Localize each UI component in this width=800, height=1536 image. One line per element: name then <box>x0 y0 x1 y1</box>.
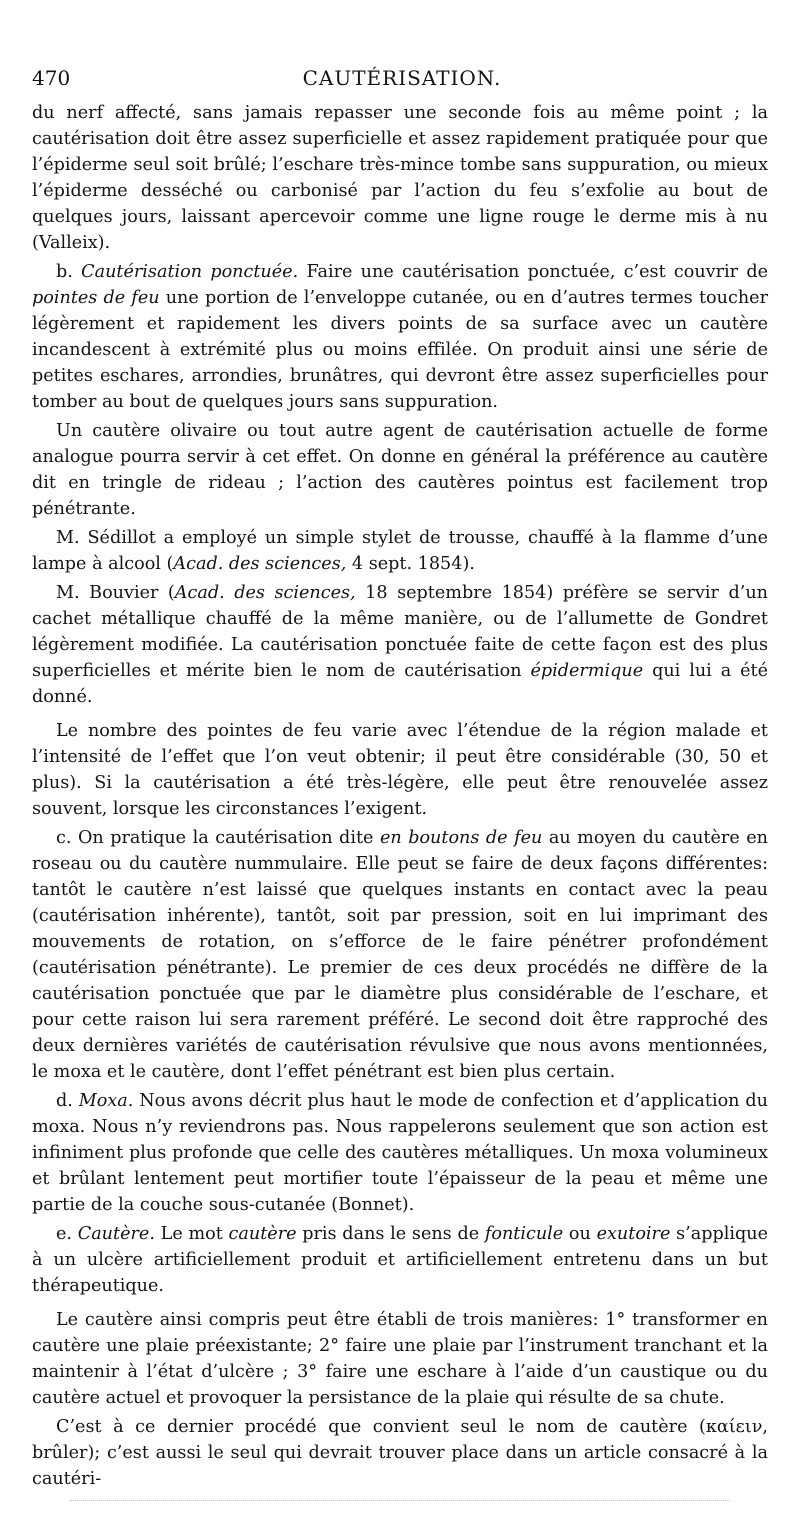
text-run: b. <box>56 262 82 282</box>
page-header <box>32 66 772 96</box>
italic-text: pointes de feu <box>32 288 160 308</box>
paragraph: Le nombre des pointes de feu varie avec l’étendue de la région malade et l’intensité de l’effet que l’on veut obtenir; il peut être considérable (30, 50 et plus). Si la cautérisation a été très-légère, elle peut être renouvelée assez souvent, lorsque les circonstances l’exigent. <box>32 721 768 819</box>
text-run: Nous avons décrit plus haut le mode de confection et d’application du moxa. Nous n’y reviendrons pas. Nous rappelerons seulement que son action est infiniment plus profonde que celle des cautères métalliques. Un moxa volumineux et brûlant lentement peut mortifier toute l’épaisseur de la peau et même une partie de la couche sous-cutanée (Bonnet). <box>32 1091 768 1215</box>
italic-text: en boutons de feu <box>379 828 543 848</box>
italic-text: exutoire <box>596 1224 671 1244</box>
paragraph <box>32 825 768 1085</box>
paragraph: du nerf affecté, sans jamais repasser une seconde fois au même point ; la cautérisation doit être assez superficielle et assez rapidement pratiquée pour que l’épiderme seul soit brûlé; l’eschare très-mince tombe sans suppuration, ou mieux l’épiderme desséché ou carbonisé par l’action du feu s’exfolie au bout de quelques jours, laissant apercevoir comme une ligne rouge le derme mis à nu (Valleix). <box>32 103 768 253</box>
text-run: 18 septembre 1854) préfère se servir d’un cachet métallique chauffé de la même manière, ou de l’allumette de Gondret légèrement modifiée. La cautérisation ponctuée faite de cette façon est des plus superficielles et mérite bien le nom de cautérisation <box>32 583 768 681</box>
text-run: Le mot <box>154 1224 229 1244</box>
paragraph <box>32 525 768 577</box>
text-run: M. Bouvier ( <box>56 583 175 603</box>
italic-text: cautère <box>228 1224 297 1244</box>
paragraph <box>32 1088 768 1218</box>
italic-text: Acad. des sciences, <box>173 554 347 574</box>
running-title: CAUTÉRISATION. <box>302 66 502 90</box>
italic-text: Cautérisation ponctuée. <box>81 262 299 282</box>
text-body <box>32 100 768 1495</box>
text-run: qui lui a été donné. <box>32 661 768 707</box>
footer-rule <box>70 1500 730 1501</box>
text-run: c. On pratique la cautérisation dite <box>56 828 380 848</box>
italic-text: Moxa. <box>78 1091 134 1111</box>
italic-text: fonticule <box>484 1224 564 1244</box>
paragraph <box>32 580 768 710</box>
text-run: une portion de l’enveloppe cutanée, ou en d’autres termes toucher légèrement et rapidement les divers points de sa surface avec un cautère incandescent à extrémité plus ou moins effilée. On produit ainsi une série de petites eschares, arrondies, brunâtres, qui devront être assez superficielles pour tomber au bout de quelques jours sans suppuration. <box>32 288 768 412</box>
page-number: 470 <box>32 66 71 90</box>
paragraph: Le cautère ainsi compris peut être établi de trois manières: 1° transformer en cautère une plaie préexistante; 2° faire une plaie par l’instrument tranchant et la maintenir à l’état d’ulcère ; 3° faire une eschare à l’aide d’un caustique ou du cautère actuel et provoquer la persistance de la plaie qui résulte de sa chute. <box>32 1310 768 1408</box>
italic-text: Cautère. <box>77 1224 155 1244</box>
text-run: au moyen du cautère en roseau ou du cautère nummulaire. Elle peut se faire de deux façons différentes: tantôt le cautère n’est laissé que quelques instants en contact avec la peau (cautérisation inhérente), tantôt, soit par pression, soit en lui imprimant des mouvements de rotation, on s’efforce de le faire pénétrer profondément (cautérisation pénétrante). Le premier de ces deux procédés ne diffère de la cautérisation ponctuée que par le diamètre plus considérable de l’eschare, et pour cette raison lui sera rarement préféré. Le second doit être rapproché des deux dernières variétés de cautérisation révulsive que nous avons mentionnées, le moxa et le cautère, dont l’effet pénétrant est bien plus certain. <box>32 828 768 1082</box>
text-run: ou <box>563 1224 597 1244</box>
italic-text: épidermique <box>530 661 644 681</box>
paragraph: Un cautère olivaire ou tout autre agent de cautérisation actuelle de forme analogue pourra servir à cet effet. On donne en général la préférence au cautère dit en tringle de rideau ; l’action des cautères pointus est facilement trop pénétrante. <box>32 421 768 519</box>
paragraph <box>32 259 768 415</box>
text-run: e. <box>56 1224 78 1244</box>
text-run: s’applique à un ulcère artificiellement produit et artificiellement entretenu dans un but thérapeutique. <box>32 1224 768 1296</box>
text-run: Faire une cautérisation ponctuée, c’est couvrir de <box>298 262 768 282</box>
text-run: M. Sédillot a employé un simple stylet de trousse, chauffé à la flamme d’une lampe à alcool ( <box>32 528 768 574</box>
text-run: pris dans le sens de <box>296 1224 485 1244</box>
italic-text: Acad. des sciences, <box>174 583 356 603</box>
paragraph <box>32 1221 768 1299</box>
text-run: 4 sept. 1854). <box>346 554 475 574</box>
text-run: d. <box>56 1091 79 1111</box>
paragraph: C’est à ce dernier procédé que convient seul le nom de cautère (καίειν, brûler); c’est aussi le seul qui devrait trouver place dans un article consacré à la cautéri- <box>32 1417 768 1489</box>
